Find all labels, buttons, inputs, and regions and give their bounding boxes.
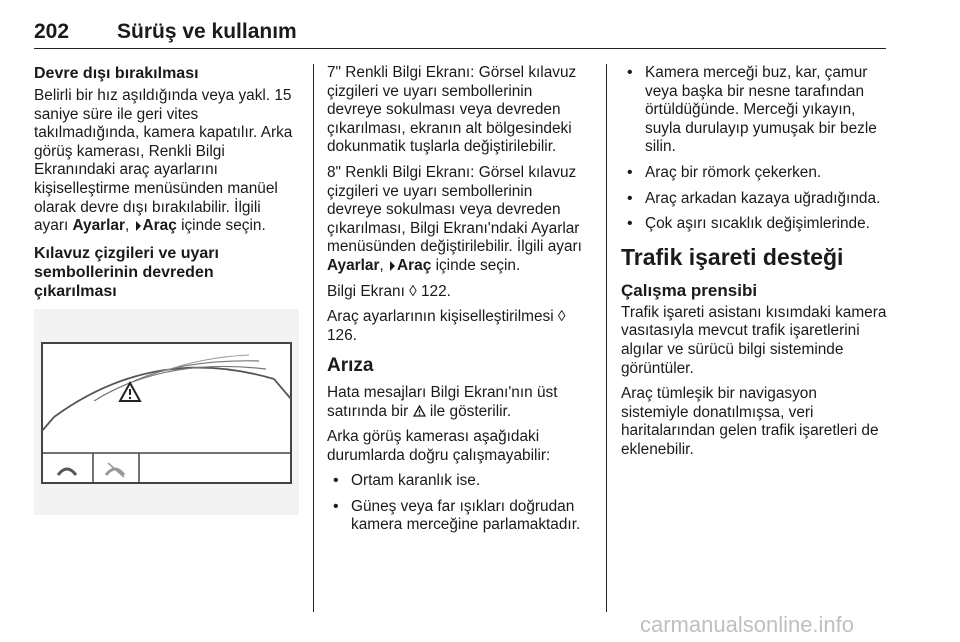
paragraph: 8" Renkli Bilgi Ekranı: Görsel kılavuz çizgileri ve uyarı sembollerinin devreye sokulması veya devreden çıkarılması, Bilgi Ekranı'ndaki Ayarlar menüsünden değiştirilebilir. İlgili ayarı Ayarlar, Araç içinde seçin. xyxy=(327,163,582,274)
column-middle xyxy=(327,64,591,542)
column-left xyxy=(34,64,299,515)
cross-reference: Araç ayarlarının kişiselleştirilmesi ◊ 126. xyxy=(327,308,566,344)
list-item: • Güneş veya far ışıkları doğrudan kamera merceğine parlamaktadır. xyxy=(327,498,591,535)
bullet-list xyxy=(621,64,887,234)
list-item: • Çok aşırı sıcaklık değişimlerinde. xyxy=(621,215,887,234)
column-right xyxy=(621,64,887,467)
menu-arrow-icon xyxy=(390,261,395,271)
menu-item-vehicle: Araç xyxy=(397,256,432,274)
rear-camera-display-figure xyxy=(34,309,299,515)
menu-arrow-icon xyxy=(136,221,141,231)
menu-item-settings: Ayarlar xyxy=(72,217,125,235)
page-header xyxy=(34,8,886,48)
subsection-heading: Çalışma prensibi xyxy=(621,280,758,300)
paragraph: Trafik işareti asistanı kısımdaki kamera vasıtasıyla mevcut trafik işaretlerini algılar ve sürücü bilgi sisteminde görüntüler. xyxy=(621,303,887,377)
column-divider xyxy=(313,64,314,612)
chapter-title: Sürüş ve kullanım xyxy=(117,20,297,43)
watermark: carmanualsonline.info xyxy=(640,612,855,637)
menu-item-vehicle: Araç xyxy=(142,217,177,235)
bullet-list xyxy=(327,472,591,535)
menu-item-settings: Ayarlar xyxy=(327,256,380,274)
list-item: • Kamera merceği buz, kar, çamur veya başka bir nesne tarafından örtüldüğünde. Merceği yıkayın, suyla durulayıp yumuşak bir bezle silin. xyxy=(621,64,887,157)
section-heading: Devre dışı bırakılması xyxy=(34,65,199,82)
list-item: • Araç arkadan kazaya uğradığında. xyxy=(621,190,887,209)
paragraph: Hata mesajları Bilgi Ekranı'nın üst satırında bir ile gösterilir. xyxy=(327,383,558,420)
cross-reference: Bilgi Ekranı ◊ 122. xyxy=(327,282,451,300)
list-item: • Ortam karanlık ise. xyxy=(327,472,591,491)
list-item: • Araç bir römork çekerken. xyxy=(621,164,887,183)
column-divider xyxy=(606,64,607,612)
paragraph: Belirli bir hız aşıldığında veya yakl. 15 saniye süre ile geri vites takılmadığında, kamera kapatılır. Arka görüş kamerası, Renkli Bilgi Ekranındaki araç ayarlarını kişiselleştirme menüsünden manüel olarak devre dışı bırakılabilir. İlgili ayarı Ayarlar, Araç içinde seçin. xyxy=(34,87,293,235)
section-heading: Trafik işareti desteği xyxy=(621,243,844,270)
page-number: 202 xyxy=(34,20,70,43)
paragraph: Arka görüş kamerası aşağıdaki durumlarda doğru çalışmayabilir: xyxy=(327,428,551,464)
fault-heading: Arıza xyxy=(327,355,374,377)
header-rule xyxy=(34,48,886,49)
paragraph: 7" Renkli Bilgi Ekranı: Görsel kılavuz çizgileri ve uyarı sembollerinin devreye sokulması veya devreden çıkarılması, ekranın alt bölgesindeki dokunmatik tuşlarla değiştirilebilir. xyxy=(327,64,577,156)
paragraph: Araç tümleşik bir navigasyon sistemiyle donatılmışsa, veri haritalarından gelen trafik işaretleri de eklenebilir. xyxy=(621,385,879,458)
subsection-heading: Kılavuz çizgileri ve uyarı sembollerinin devreden çıkarılması xyxy=(34,244,219,300)
warning-triangle-icon xyxy=(413,403,430,420)
